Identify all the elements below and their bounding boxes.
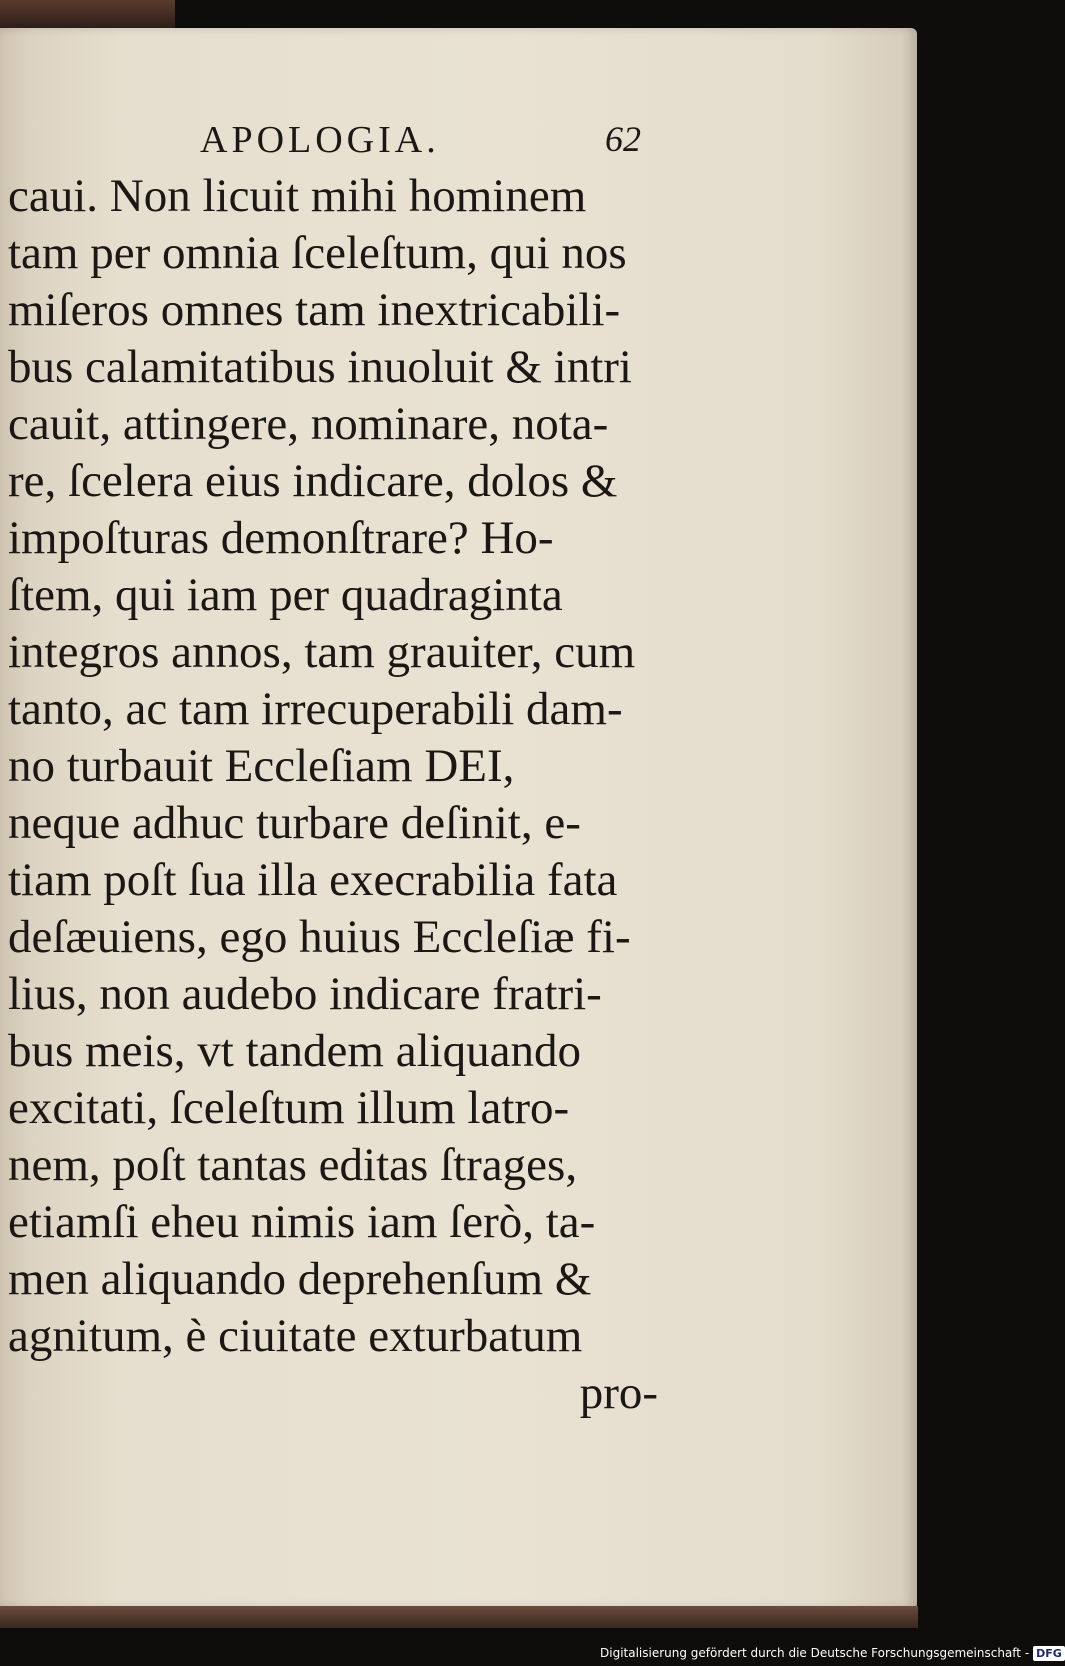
text-line: tanto, ac tam irrecuperabili dam- [8,683,623,735]
text-line: excitati, ſceleſtum illum latro- [8,1082,570,1134]
text-line: bus calamitatibus inuoluit & intri [8,341,632,393]
text-line: impoſturas demonſtrare? Ho- [8,512,554,564]
text-line: men aliquando deprehenſum & [8,1253,592,1305]
dfg-logo-icon: DFG [1033,1646,1065,1661]
text-line: agnitum, è ciuitate exturbatum [8,1310,583,1362]
credit-text: Digitalisierung gefördert durch die Deutsche Forschungsgemeinschaft - [600,1646,1030,1660]
text-line: re, ſcelera eius indicare, dolos & [8,455,618,507]
book-page [0,28,917,1608]
text-line: etiamſi eheu nimis iam ſerò, ta- [8,1196,596,1248]
text-line: caui. Non licuit mihi hominem [8,170,587,222]
text-line: deſæuiens, ego huius Eccleſiæ fi- [8,911,631,963]
page-number: 62 [605,119,641,159]
book-edge-bottom [0,1606,918,1628]
text-line: bus meis, vt tandem aliquando [8,1025,582,1077]
text-line: ſtem, qui iam per quadraginta [8,569,563,621]
text-line: lius, non audebo indicare fratri- [8,968,602,1020]
running-head: APOLOGIA. [200,119,440,161]
text-line: integros annos, tam grauiter, cum [8,626,636,678]
text-line: neque adhuc turbare deſinit, e- [8,797,581,849]
text-line: tam per omnia ſceleſtum, qui nos [8,227,627,279]
text-line: no turbauit Eccleſiam DEI, [8,740,515,792]
text-line: tiam poſt ſua illa execrabilia fata [8,854,618,906]
body-text [8,168,668,1422]
text-line: cauit, attingere, nominare, nota- [8,398,609,450]
text-line: miſeros omnes tam inextricabili- [8,284,621,336]
catchword: pro- [579,1367,658,1419]
digitization-credit [600,1643,1065,1663]
text-line: nem, poſt tantas editas ſtrages, [8,1139,578,1191]
